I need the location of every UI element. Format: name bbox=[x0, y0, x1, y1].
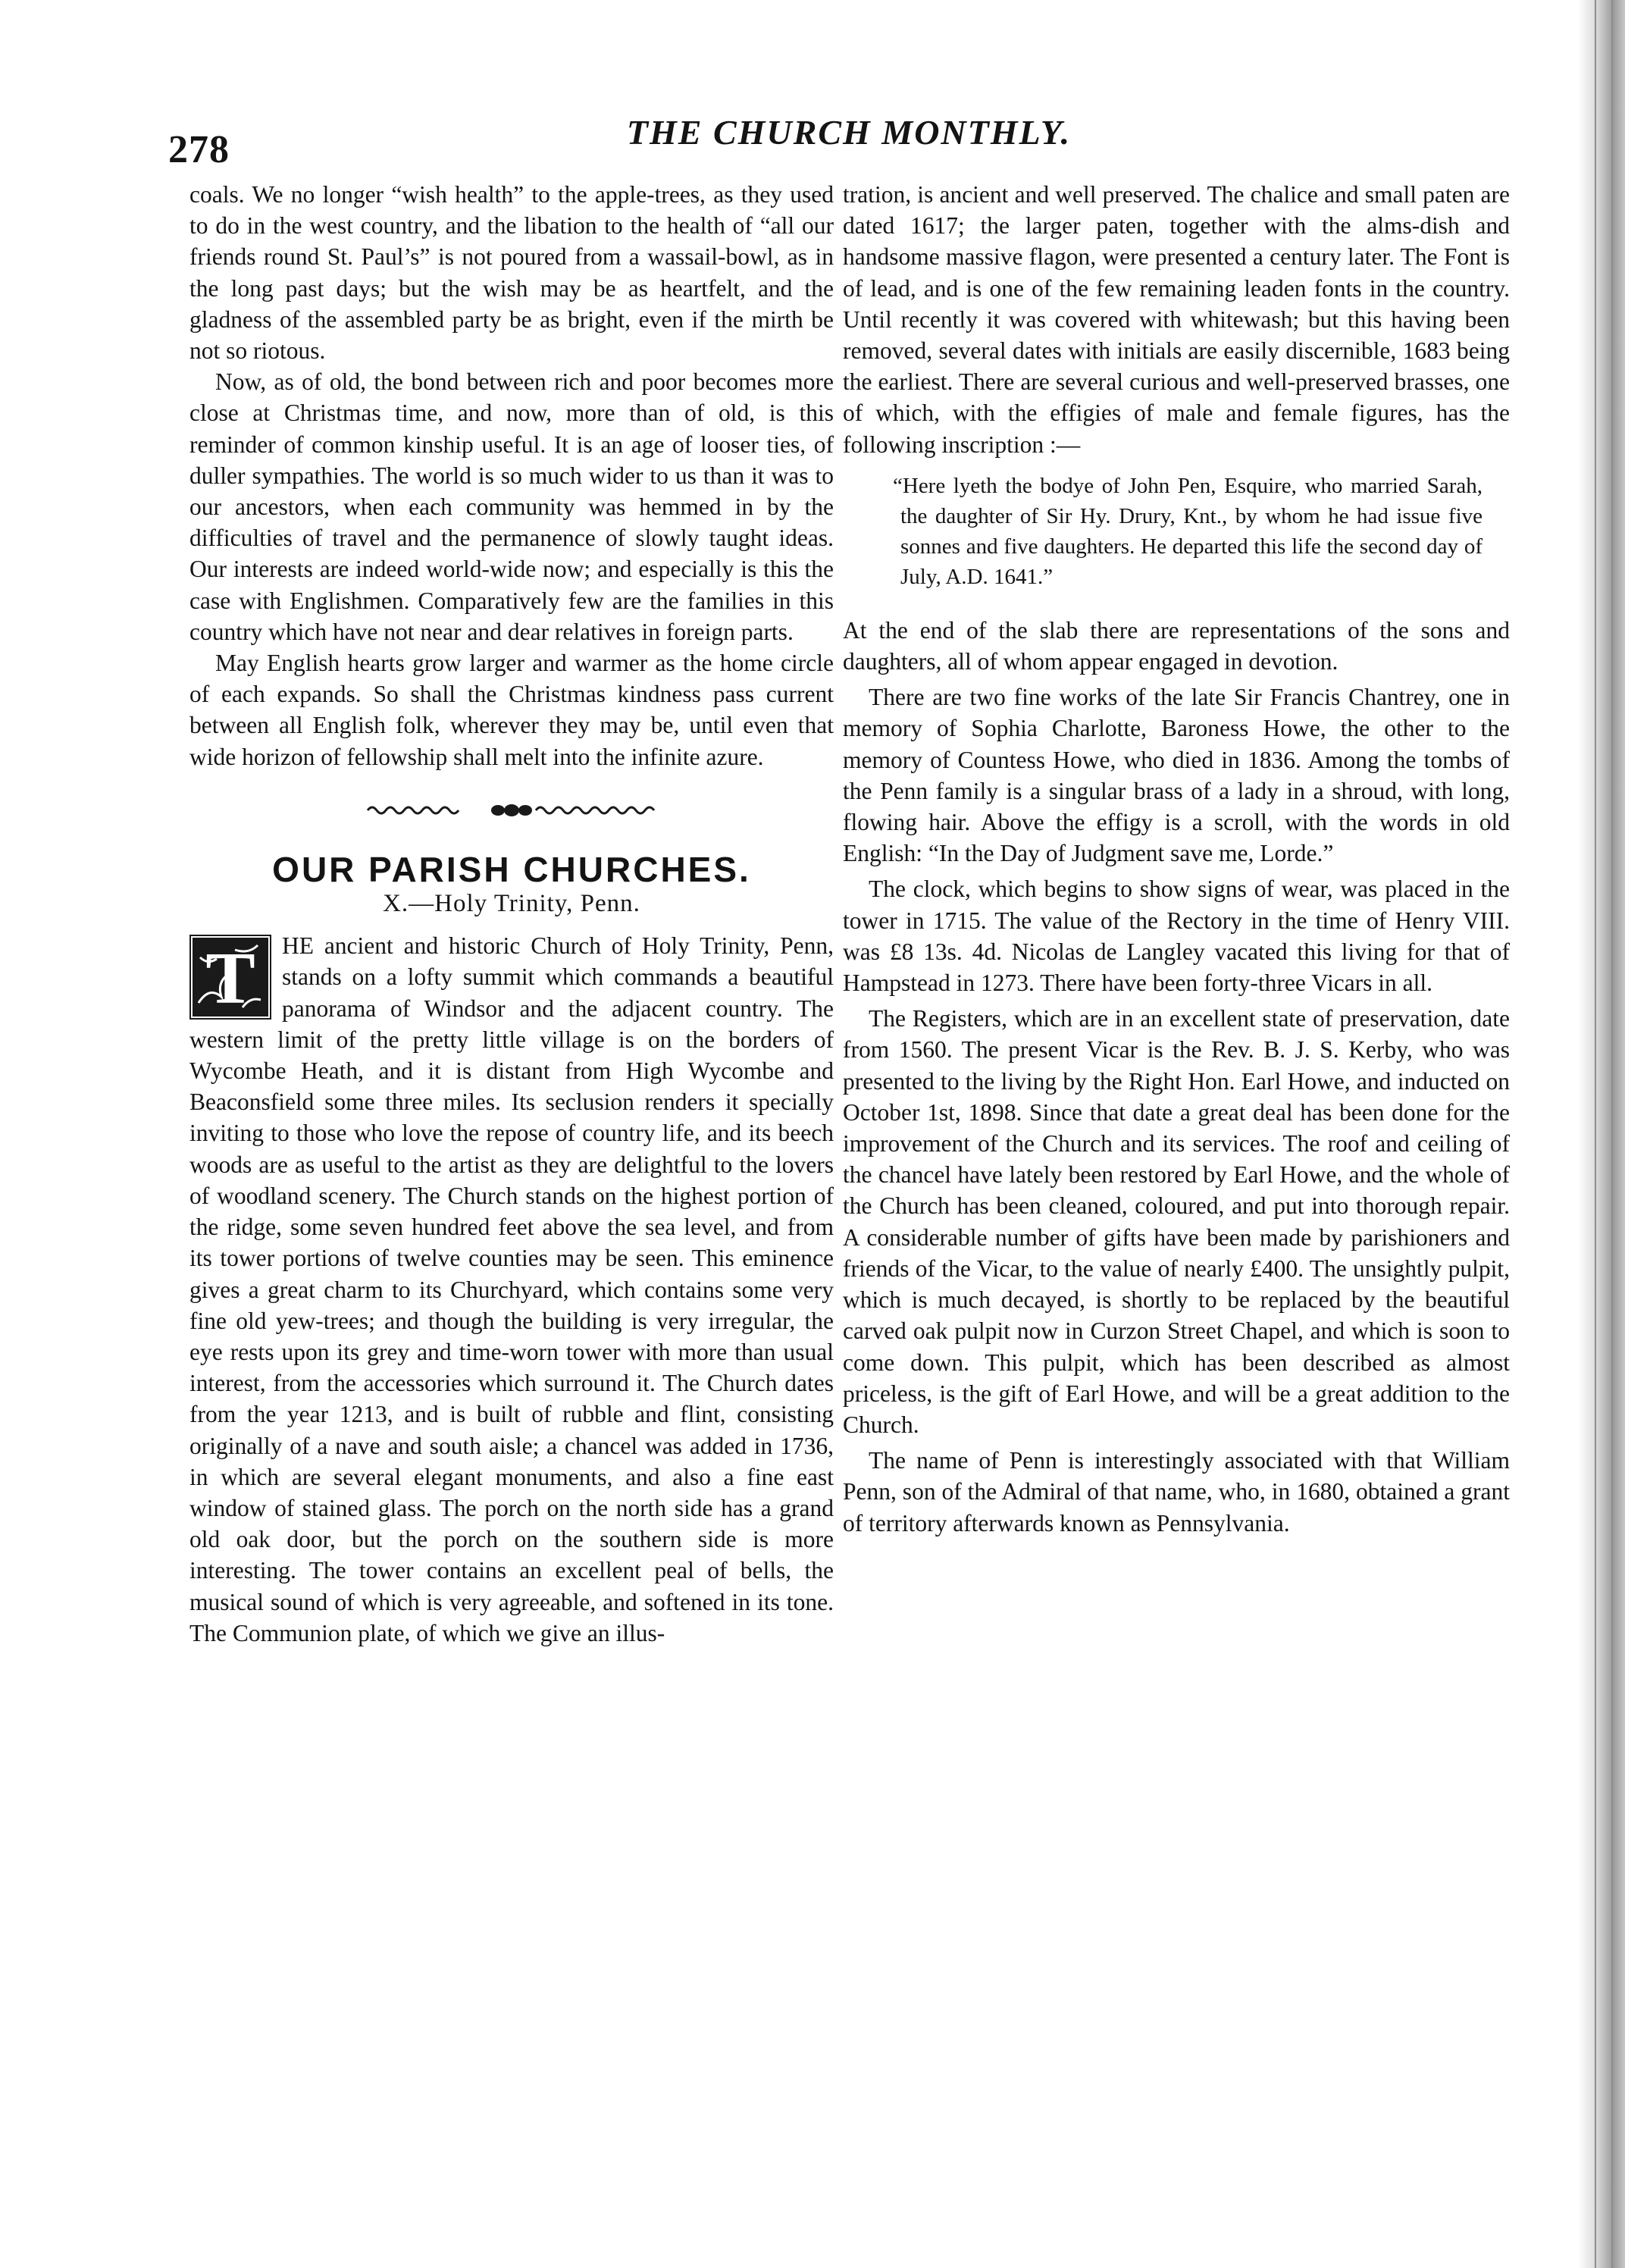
page-number: 278 bbox=[168, 128, 230, 171]
right-paragraph-6: The name of Penn is interestingly associated with that William Penn, son of the Admiral of that name, who, in 1680, obtained a grant of territory afterwards known as Pennsylvania. bbox=[843, 1447, 1510, 1537]
right-column bbox=[843, 179, 1510, 1539]
article-title: OUR PARISH CHURCHES. bbox=[272, 849, 751, 889]
running-title: THE CHURCH MONTHLY. bbox=[626, 113, 1072, 152]
left-paragraph-3: May English hearts grow larger and warmer as the home circle of each expands. So shall the Christmas kindness pass current between all English folk, wherever they may be, until even that wide horizon of fellowship shall melt into the infinite azure. bbox=[189, 650, 834, 770]
ornament-flourish-icon bbox=[360, 799, 663, 822]
section-divider-ornament bbox=[189, 798, 834, 821]
left-column bbox=[189, 179, 834, 1649]
dropcap-letter: T bbox=[205, 938, 255, 1020]
right-paragraph-3: There are two fine works of the late Sir Francis Chantrey, one in memory of Sophia Charlotte, Baroness Howe, the other to the memory of Countess Howe, who died in 1836. Among the tombs of the Penn family is a singular brass of a lady in a shroud, with long, flowing hair. Above the effigy is a scroll, with the words in old English: “In the Day of Judgment save me, Lorde.” bbox=[843, 684, 1510, 867]
left-paragraph-2: Now, as of old, the bond between rich and poor becomes more close at Christmas time, and now, more than of old, is this reminder of common kinship useful. It is an age of looser ties, of duller sympathies. The world is so much wider to us than it was to our ancestors, when each community was hemmed in by the difficulties of travel and the permanence of slowly taught ideas. Our interests are indeed world-wide now; and especially is this the case with Englishmen. Comparatively few are the families in this country which have not near and dear relatives in foreign parts. bbox=[189, 368, 834, 645]
article-subtitle: X.—Holy Trinity, Penn. bbox=[383, 890, 640, 918]
brass-inscription-quote: “Here lyeth the bodye of John Pen, Esquire, who married Sarah, the daughter of Sir Hy. Drury, Knt., by whom he had issue five sonnes and five daughters. He departed this life the second day of July, A.D. 1641.” bbox=[893, 473, 1483, 589]
left-paragraph-1: coals. We no longer “wish health” to the apple-trees, as they used to do in the west country, and the libation to the health of “all our friends round St. Paul’s” is not poured from a wassail-bowl, as in the long past days; but the wish may be as heartfelt, and the gladness of the assembled party be as bright, even if the mirth be not so riotous. bbox=[189, 181, 834, 365]
right-paragraph-5: The Registers, which are in an excellent state of preservation, date from 1560. The present Vicar is the Rev. B. J. S. Kerby, who was presented to the living by the Right Hon. Earl Howe, and inducted on October 1st, 1898. Since that date a great deal has been done for the improvement of the Church and its services. The roof and ceiling of the chancel have lately been restored by Earl Howe, and the whole of the Church has been cleaned, coloured, and put into thorough repair. A considerable number of gifts have been made by parishioners and friends of the Vicar, to the value of nearly £400. The unsightly pulpit, which is much decayed, is shortly to be replaced by the beautiful carved oak pulpit now in Curzon Street Chapel, and which is soon to come down. This pulpit, which has been described as almost priceless, is the gift of Earl Howe, and will be a great addition to the Church. bbox=[843, 1005, 1510, 1438]
right-paragraph-4: The clock, which begins to show signs of wear, was placed in the tower in 1715. The value of the Rectory in the time of Henry VIII. was £8 13s. 4d. Nicolas de Langley vacated this living for that of Hampstead in 1273. There have been forty-three Vicars in all. bbox=[843, 876, 1510, 997]
dropcap-initial bbox=[189, 935, 271, 1020]
page-binding-edge bbox=[1578, 0, 1625, 2268]
right-paragraph-1: tration, is ancient and well preserved. The chalice and small paten are dated 1617; the larger paten, together with the alms-dish and handsome massive flagon, were presented a century later. The Font is of lead, and is one of the few remaining leaden fonts in the country. Until recently it was covered with whitewash; but this having been removed, several dates with initials are easily discernible, 1683 being the earliest. There are several curious and well-preserved brasses, one of which, with the effigies of male and female figures, has the following inscription :— bbox=[843, 181, 1510, 458]
article-paragraph-1-text: HE ancient and historic Church of Holy Trinity, Penn, stands on a lofty summit which commands a beautiful panorama of Windsor and the adjacent country. The western limit of the pretty little village is on the borders of Wycombe Heath, and it is distant from High Wycombe and Beaconsfield some three miles. Its seclusion renders it specially inviting to those who love the repose of country life, and its beech woods are as useful to the artist as they are delightful to the lovers of woodland scenery. The Church stands on the highest portion of the ridge, some seven hundred feet above the sea level, and from its tower portions of twelve counties may be seen. This eminence gives a great charm to its Churchyard, which contains some very fine old yew-trees; and though the building is very irregular, the eye rests upon its grey and time-worn tower with more than usual interest, from the accessories which surround it. The Church dates from the year 1213, and is built of rubble and flint, consisting originally of a nave and south aisle; a chancel was added in 1736, in which are several elegant monuments, and also a fine east window of stained glass. The porch on the north side has a grand old oak door, but the porch on the southern side is more interesting. The tower contains an excellent peal of bells, the musical sound of which is very agreeable, and softened in its tone. The Communion plate, of which we give an illus- bbox=[189, 932, 834, 1646]
right-paragraph-2: At the end of the slab there are representations of the sons and daughters, all of whom appear engaged in devotion. bbox=[843, 616, 1510, 675]
article-paragraph-1 bbox=[189, 930, 834, 1649]
